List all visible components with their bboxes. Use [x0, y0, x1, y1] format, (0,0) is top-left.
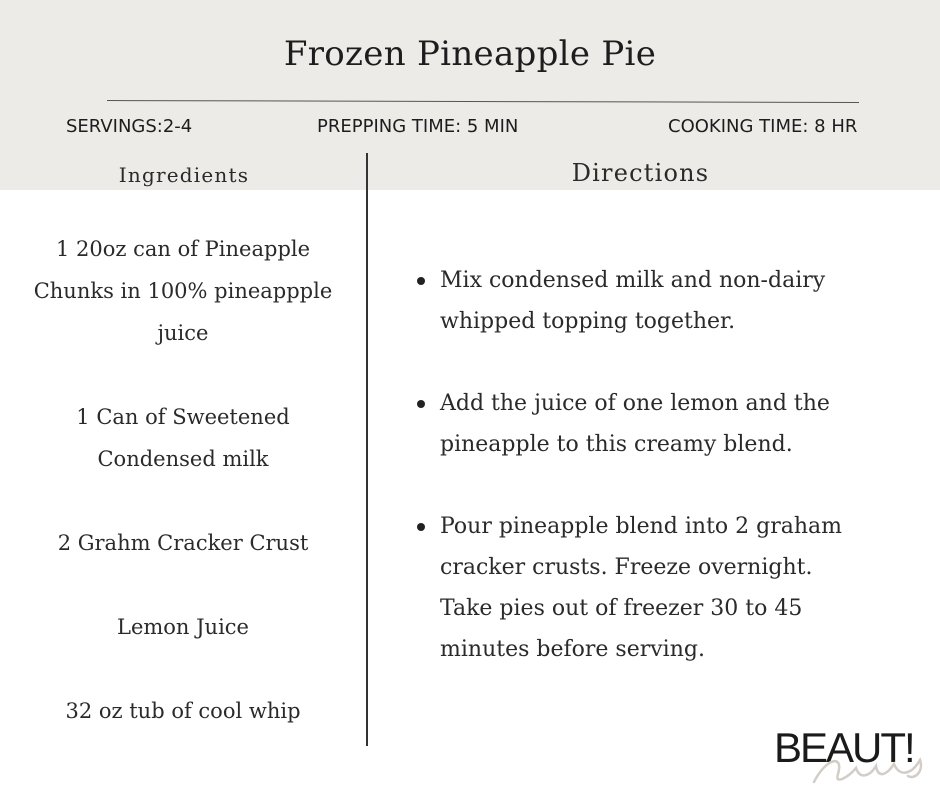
direction-step — [412, 383, 882, 465]
ingredient-item: 1 20oz can of Pineapple Chunks in 100% pineappple juice — [33, 237, 333, 345]
direction-step — [412, 260, 882, 342]
servings-info: SERVINGS:2-4 — [66, 116, 193, 137]
ingredient-item: Lemon Juice — [117, 615, 249, 639]
direction-step-text: Pour pineapple blend into 2 graham cracker crusts. Freeze overnight. Take pies out of freezer 30 to 45 minutes before serving. — [440, 514, 842, 662]
bullet-icon — [417, 400, 425, 408]
ingredient-item: 1 Can of Sweetened Condensed milk — [76, 405, 290, 471]
ingredient-item: 32 oz tub of cool whip — [65, 699, 301, 723]
bullet-icon — [417, 277, 425, 285]
direction-step-text: Mix condensed milk and non-dairy whipped topping together. — [440, 268, 826, 334]
brand-logo — [774, 724, 934, 784]
ingredient-item: 2 Grahm Cracker Crust — [57, 531, 309, 555]
directions-heading: Directions — [571, 159, 710, 187]
direction-step — [412, 506, 842, 670]
brand-script-icon — [774, 724, 934, 788]
bullet-icon — [417, 523, 425, 531]
direction-step-text: Add the juice of one lemon and the pineapple to this creamy blend. — [440, 391, 830, 457]
column-divider — [366, 153, 368, 746]
prepping-time-info: PREPPING TIME: 5 MIN — [317, 116, 519, 137]
cooking-time-info: COOKING TIME: 8 HR — [668, 116, 858, 137]
brand-logo-text: BEAUT! — [774, 724, 914, 771]
ingredients-heading: Ingredients — [118, 163, 250, 187]
recipe-title: Frozen Pineapple Pie — [283, 34, 657, 74]
